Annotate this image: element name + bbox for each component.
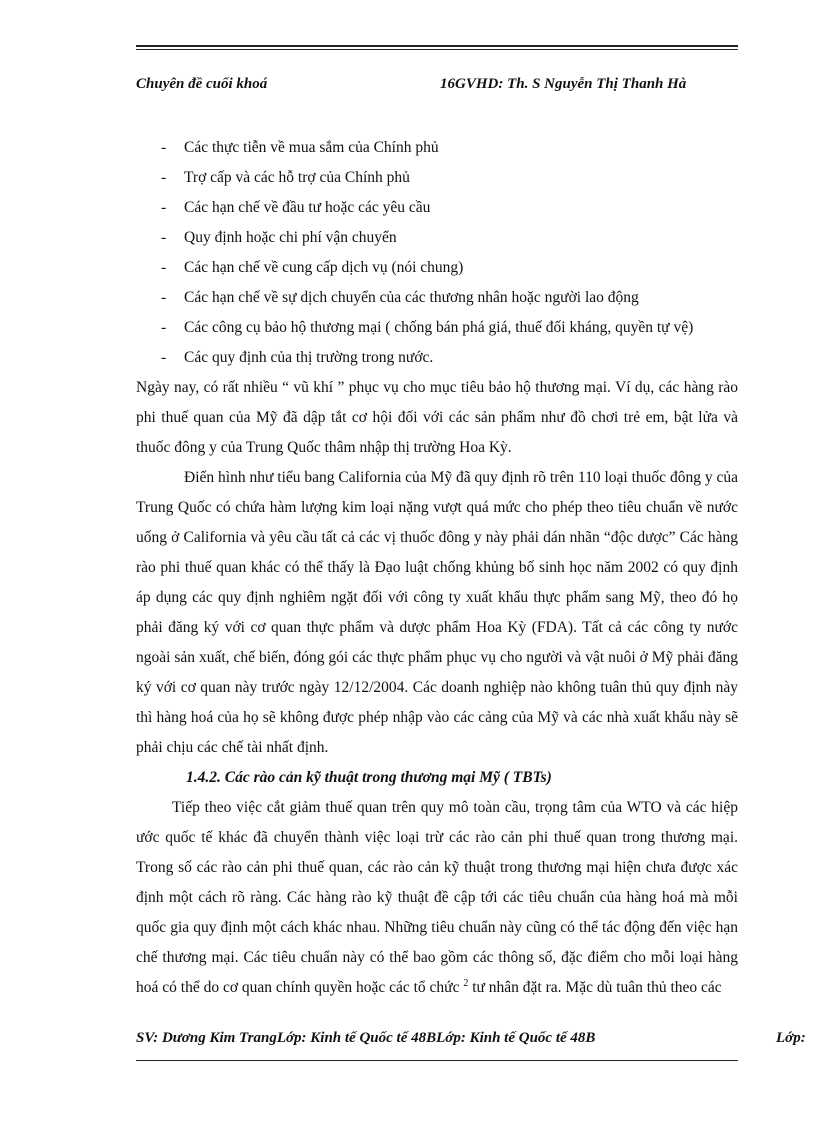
list-item: - Các quy định của thị trường trong nước. [136, 343, 738, 373]
list-item: - Các công cụ bảo hộ thương mại ( chống bán phá giá, thuế đối kháng, quyền tự vệ) [136, 313, 738, 343]
section-heading: 1.4.2. Các rào cản kỹ thuật trong thương mại Mỹ ( TBTs) [186, 769, 552, 786]
header-rule [136, 45, 738, 50]
page-body [136, 133, 738, 1003]
bullet-marker: - [161, 289, 167, 306]
footer-rule [136, 1060, 738, 1061]
list-item: - Quy định hoặc chi phí vận chuyển [136, 223, 738, 253]
bullet-marker: - [161, 229, 167, 246]
page-footer [136, 1030, 816, 1052]
bullet-marker: - [161, 349, 167, 366]
header-instructor: 16GVHD: Th. S Nguyễn Thị Thanh Hà [440, 76, 687, 92]
bullet-marker: - [161, 199, 167, 216]
paragraph-intro: Ngày nay, có rất nhiều “ vũ khí ” phục vụ cho mục tiêu bảo hộ thương mại. Ví dụ, các hàng rào phi thuế quan của Mỹ đã dập tắt cơ hội đối với các sản phẩm như đồ chơi trẻ em, bật lửa và thuốc đông y của Trung Quốc thâm nhập thị trường Hoa Kỳ. [136, 379, 738, 456]
footnote-mark: 2 [463, 977, 469, 989]
paragraph-tbt: Tiếp theo việc cắt giảm thuế quan trên quy mô toàn cầu, trọng tâm của WTO và các hiệp ước quốc tế khác đã chuyển thành việc loại trừ các rào cản phi thuế quan trong thương mại. Trong số các rào cản phi thuế quan, các rào cản kỹ thuật trong thương mại hiện chưa được xác định một cách rõ ràng. Các hàng rào kỹ thuật đề cập tới các tiêu chuẩn của hàng hoá mà mỗi quốc gia quy định một cách khác nhau. Những tiêu chuẩn này cũng có thể tác động đến việc hạn chế thương mại. Các tiêu chuẩn này có thể bao gồm các thông số, đặc điểm cho mỗi loại hàng hoá có thể do cơ quan chính quyền hoặc các tổ chức $^2$ tư nhân đặt ra. Mặc dù tuân thủ theo các [136, 799, 738, 996]
header-title: Chuyên đề cuối khoá [136, 76, 268, 92]
list-item: - Các hạn chế về cung cấp dịch vụ (nói chung) [136, 253, 738, 283]
page-header [136, 76, 738, 98]
bullet-marker: - [161, 139, 167, 156]
list-item: - Các hạn chế về đầu tư hoặc các yêu cầu [136, 193, 738, 223]
bullet-list [136, 133, 738, 373]
footer-student: SV: Dương Kim TrangLớp: Kinh tế Quốc tế 48BLớp: Kinh tế Quốc tế 48B [136, 1030, 596, 1046]
list-item: - Các thực tiễn về mua sắm của Chính phủ [136, 133, 738, 163]
bullet-marker: - [161, 319, 167, 336]
paragraph-example: Điển hình như tiểu bang California của Mỹ đã quy định rõ trên 110 loại thuốc đông y của Trung Quốc có chứa hàm lượng kim loại nặng vượt quá mức cho phép theo tiêu chuẩn về nước uống ở California và yêu cầu tất cả các vị thuốc đông y này phải dán nhãn “độc dược” Các hàng rào phi thuế quan khác có thể thấy là Đạo luật chống khủng bố sinh học năm 2002 có quy định áp dụng các quy định nghiêm ngặt đối với công ty xuất khẩu thực phẩm sang Mỹ, theo đó họ phải đăng ký với cơ quan thực phẩm và dược phẩm Hoa Kỳ (FDA). Tất cả các công ty nước ngoài sản xuất, chế biến, đóng gói các thực phẩm phục vụ cho người và vật nuôi ở Mỹ phải đăng ký với cơ quan này trước ngày 12/12/2004. Các doanh nghiệp nào không tuân thủ quy định này thì hàng hoá của họ sẽ không được phép nhập vào các cảng của Mỹ và các nhà xuất khẩu này sẽ phải chịu các chế tài nhất định. [136, 469, 738, 756]
bullet-marker: - [161, 169, 167, 186]
footer-class: Lớp: [776, 1030, 806, 1046]
bullet-marker: - [161, 259, 167, 276]
list-item: - Trợ cấp và các hỗ trợ của Chính phủ [136, 163, 738, 193]
list-item: - Các hạn chế về sự dịch chuyển của các thương nhân hoặc người lao động [136, 283, 738, 313]
